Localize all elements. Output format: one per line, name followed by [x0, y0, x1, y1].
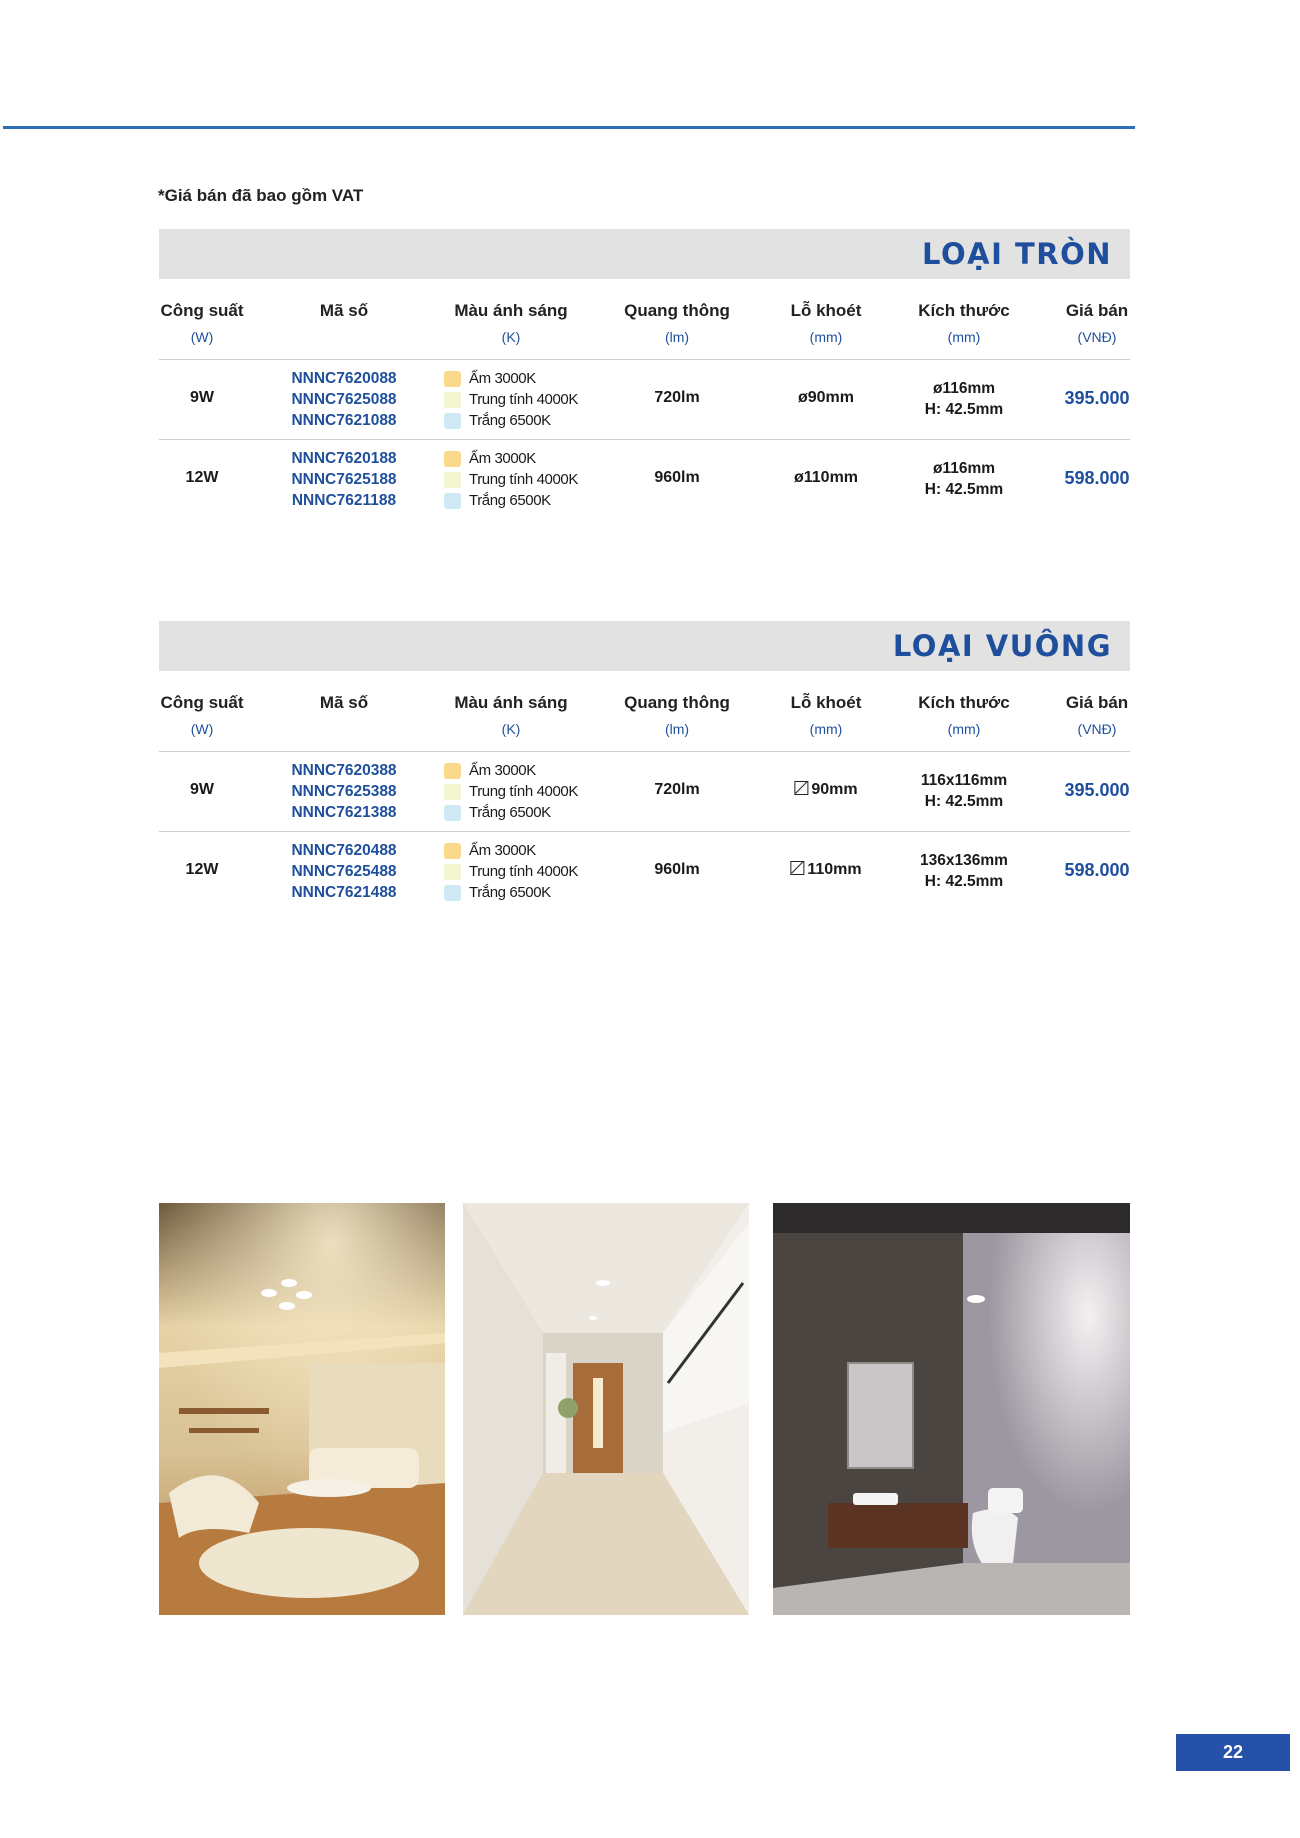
warm-swatch	[444, 451, 461, 467]
light-label: Trắng 6500K	[469, 804, 551, 821]
dimensions	[921, 770, 1007, 812]
power: 12W	[185, 469, 219, 486]
cutout	[790, 861, 861, 879]
light-colors	[444, 760, 578, 823]
price: 598.000	[1064, 860, 1130, 880]
header-lumen: Quang thông	[624, 301, 730, 320]
light-label: Trung tính 4000K	[469, 783, 578, 800]
white-swatch	[444, 885, 461, 901]
dimensions	[920, 850, 1008, 892]
header-light: Màu ánh sáng	[454, 693, 568, 712]
table-row	[159, 832, 1130, 911]
lumen: 960lm	[654, 469, 700, 486]
header-cutout: Lỗ khoét	[790, 693, 862, 712]
height-value: H: 42.5mm	[924, 793, 1004, 810]
product-codes	[291, 760, 396, 823]
product-code: NNNC7620088	[291, 370, 397, 387]
product-code: NNNC7625488	[291, 863, 397, 880]
header-light: Màu ánh sáng	[454, 301, 568, 320]
header-light-unit: (K)	[501, 721, 521, 737]
neutral-swatch	[444, 392, 461, 408]
header-price-unit: (VNĐ)	[1077, 721, 1117, 737]
warm-swatch	[444, 843, 461, 859]
size-value: ø116mm	[932, 460, 996, 477]
height-value: H: 42.5mm	[924, 401, 1004, 418]
height-value: H: 42.5mm	[924, 481, 1004, 498]
light-label: Ấm 3000K	[469, 450, 536, 467]
header-price-unit: (VNĐ)	[1077, 329, 1117, 345]
light-label: Trung tính 4000K	[469, 391, 578, 408]
table-row	[159, 360, 1130, 440]
square-cutout-icon	[794, 781, 808, 795]
header-code: Mã số	[319, 693, 369, 712]
power: 9W	[190, 389, 214, 406]
header-price: Giá bán	[1065, 301, 1129, 320]
price: 395.000	[1064, 388, 1130, 408]
size-value: ø116mm	[932, 380, 996, 397]
cutout: ø110mm	[793, 469, 859, 486]
top-rule	[3, 126, 1135, 129]
header-cutout-unit: (mm)	[809, 721, 843, 737]
lumen: 960lm	[654, 861, 700, 878]
header-size-unit: (mm)	[947, 329, 981, 345]
header-lumen-unit: (lm)	[664, 721, 690, 737]
product-codes	[291, 448, 396, 511]
size-value: 116x116mm	[920, 772, 1008, 789]
light-label: Trắng 6500K	[469, 412, 551, 429]
section-title: LOẠI VUÔNG	[892, 629, 1112, 663]
white-swatch	[444, 413, 461, 429]
header-power-unit: (W)	[190, 329, 214, 345]
product-code: NNNC7625188	[291, 471, 397, 488]
header-price: Giá bán	[1065, 693, 1129, 712]
header-cutout-unit: (mm)	[809, 329, 843, 345]
lumen: 720lm	[654, 781, 700, 798]
light-label: Ấm 3000K	[469, 842, 536, 859]
light-colors	[444, 368, 578, 431]
light-label: Ấm 3000K	[469, 762, 536, 779]
table-row	[159, 752, 1130, 832]
neutral-swatch	[444, 472, 461, 488]
light-colors	[444, 840, 578, 903]
header-code: Mã số	[319, 301, 369, 320]
product-codes	[291, 368, 396, 431]
header-lumen: Quang thông	[624, 693, 730, 712]
white-swatch	[444, 493, 461, 509]
white-swatch	[444, 805, 461, 821]
table-header	[159, 279, 1130, 360]
table-header	[159, 671, 1130, 752]
cutout	[794, 781, 857, 799]
photo-hallway	[463, 1203, 749, 1615]
product-code: NNNC7625088	[291, 391, 397, 408]
product-code: NNNC7620188	[291, 450, 397, 467]
table-row	[159, 440, 1130, 519]
vat-note: *Giá bán đã bao gồm VAT	[158, 186, 364, 205]
header-cutout: Lỗ khoét	[790, 301, 862, 320]
light-label: Trung tính 4000K	[469, 863, 578, 880]
header-lumen-unit: (lm)	[664, 329, 690, 345]
photo-living-room	[159, 1203, 445, 1615]
height-value: H: 42.5mm	[924, 873, 1004, 890]
section-banner	[159, 621, 1130, 671]
light-label: Trắng 6500K	[469, 492, 551, 509]
section-banner	[159, 229, 1130, 279]
light-label: Trắng 6500K	[469, 884, 551, 901]
photo-restroom	[773, 1203, 1130, 1615]
power: 9W	[190, 781, 214, 798]
size-value: 136x136mm	[920, 852, 1008, 869]
header-size: Kích thước	[918, 693, 1010, 712]
product-code: NNNC7621388	[291, 804, 397, 821]
price: 598.000	[1064, 468, 1130, 488]
light-label: Trung tính 4000K	[469, 471, 578, 488]
dimensions	[925, 378, 1003, 420]
section-title: LOẠI TRÒN	[922, 237, 1112, 271]
product-code: NNNC7621488	[291, 884, 397, 901]
header-power: Công suất	[160, 301, 244, 320]
power: 12W	[185, 861, 219, 878]
neutral-swatch	[444, 864, 461, 880]
header-power-unit: (W)	[190, 721, 214, 737]
warm-swatch	[444, 763, 461, 779]
header-size-unit: (mm)	[947, 721, 981, 737]
header-light-unit: (K)	[501, 329, 521, 345]
section-round	[159, 229, 1130, 519]
light-label: Ấm 3000K	[469, 370, 536, 387]
cutout-value: 90mm	[811, 781, 858, 798]
product-code: NNNC7621188	[291, 492, 397, 509]
product-codes	[291, 840, 396, 903]
product-code: NNNC7625388	[291, 783, 397, 800]
header-size: Kích thước	[918, 301, 1010, 320]
warm-swatch	[444, 371, 461, 387]
header-power: Công suất	[160, 693, 244, 712]
product-code: NNNC7620388	[291, 762, 397, 779]
page-number: 22	[1176, 1734, 1290, 1771]
square-cutout-icon	[790, 861, 804, 875]
light-colors	[444, 448, 578, 511]
product-code: NNNC7620488	[291, 842, 397, 859]
lumen: 720lm	[654, 389, 700, 406]
cutout-value: 110mm	[807, 861, 862, 878]
neutral-swatch	[444, 784, 461, 800]
product-code: NNNC7621088	[291, 412, 397, 429]
cutout: ø90mm	[797, 389, 855, 406]
dimensions	[925, 458, 1003, 500]
section-square	[159, 621, 1130, 911]
price: 395.000	[1064, 780, 1130, 800]
